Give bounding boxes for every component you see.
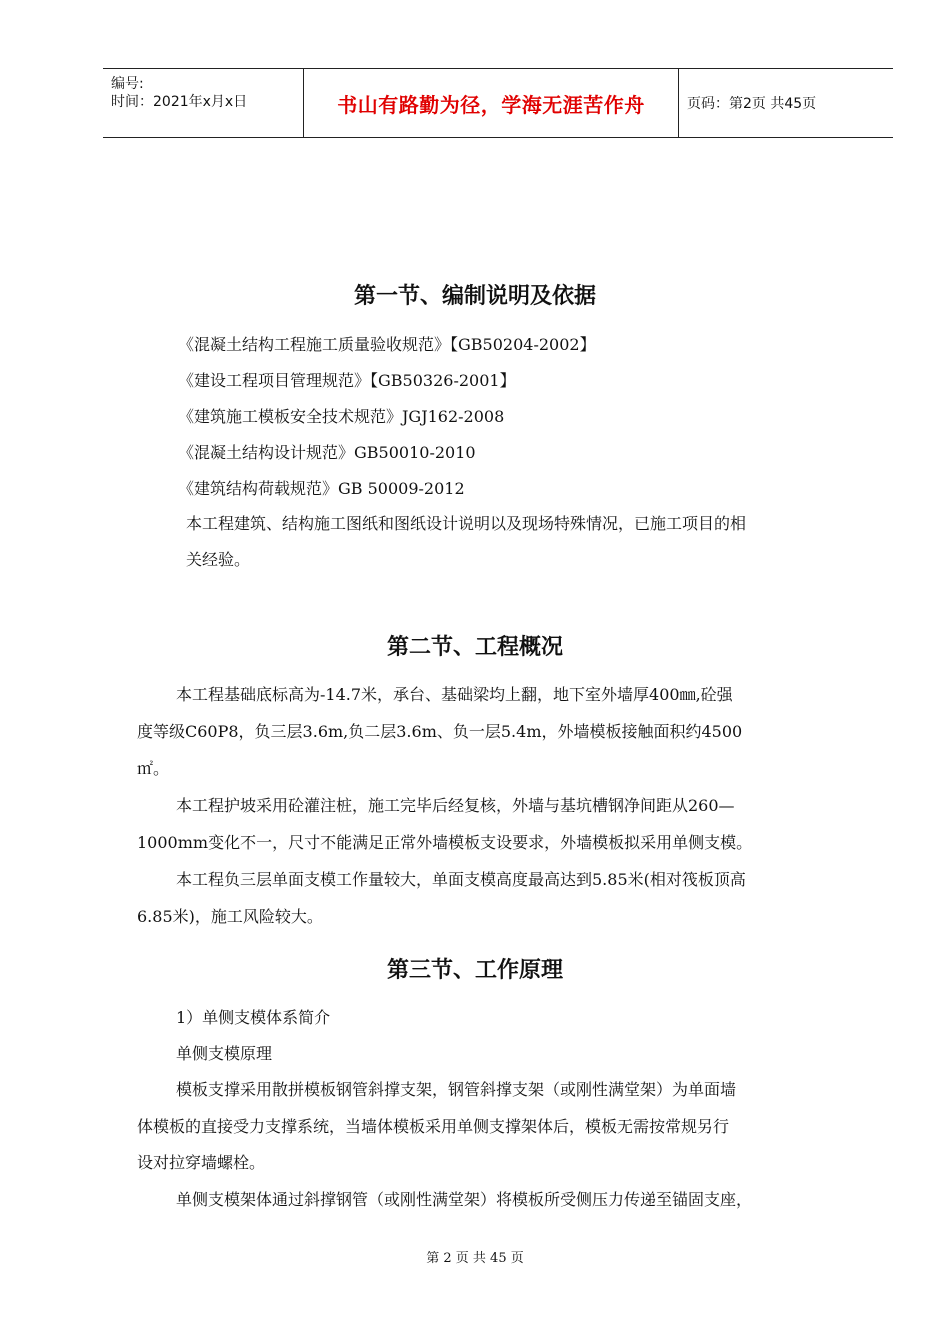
s3-line-1: 1）单侧支模体系简介 [176,1008,331,1027]
number-label: 编号: [111,76,144,92]
s2-line-5: 1000mm变化不一，尺寸不能满足正常外墙模板支设要求，外墙模板拟采用单侧支模。 [137,833,753,852]
section-2-title: 第二节、工程概况 [386,635,563,660]
header-meta [103,69,303,137]
page-label: 页码：第2页 共45页 [687,96,817,112]
page-header [103,68,893,138]
s2-line-4: 本工程护坡采用砼灌注桩，施工完毕后经复核，外墙与基坑槽钢净间距从260— [176,796,735,815]
s3-line-5: 设对拉穿墙螺栓。 [137,1153,266,1172]
time-label: 时间：2021年x月x日 [111,94,248,110]
s1-line-6: 本工程建筑、结构施工图纸和图纸设计说明以及现场特殊情况，已施工项目的相 [186,514,747,533]
s2-line-6: 本工程负三层单面支模工作量较大，单面支模高度最高达到5.85米(相对筏板顶高 [176,870,746,889]
motto-text: 书山有路勤为径，学海无涯苦作舟 [337,92,645,117]
header-motto-cell [303,69,679,137]
s1-line-3: 《建筑施工模板安全技术规范》JGJ162-2008 [178,407,505,426]
header-page-cell [678,69,893,137]
s3-line-3: 模板支撑采用散拼模板钢管斜撑支架，钢管斜撑支架（或刚性满堂架）为单面墙 [176,1080,737,1099]
s1-line-7: 关经验。 [186,550,251,569]
section-3-title: 第三节、工作原理 [386,958,563,983]
s3-line-2: 单侧支模原理 [176,1044,273,1063]
s1-line-4: 《混凝土结构设计规范》GB50010-2010 [178,443,476,462]
s2-line-2: 度等级C60P8，负三层3.6m,负二层3.6m、负一层5.4m，外墙模板接触面积约4500 [137,722,743,741]
s1-line-5: 《建筑结构荷载规范》GB 50009-2012 [178,479,465,498]
s3-line-4: 体模板的直接受力支撑系统，当墙体模板采用单侧支撑架体后，模板无需按常规另行 [137,1117,730,1136]
s3-line-6: 单侧支模架体通过斜撑钢管（或刚性满堂架）将模板所受侧压力传递至锚固支座， [176,1190,753,1209]
s2-line-1: 本工程基础底标高为-14.7米，承台、基础梁均上翻，地下室外墙厚400㎜,砼强 [176,685,733,704]
s1-line-2: 《建设工程项目管理规范》【GB50326-2001】 [178,371,516,390]
s2-line-3: ㎡。 [137,759,170,778]
s2-line-7: 6.85米)，施工风险较大。 [137,907,323,926]
page-footer: 第 2 页 共 45 页 [426,1251,524,1266]
section-1-title: 第一节、编制说明及依据 [353,284,596,309]
s1-line-1: 《混凝土结构工程施工质量验收规范》【GB50204-2002】 [178,335,596,354]
